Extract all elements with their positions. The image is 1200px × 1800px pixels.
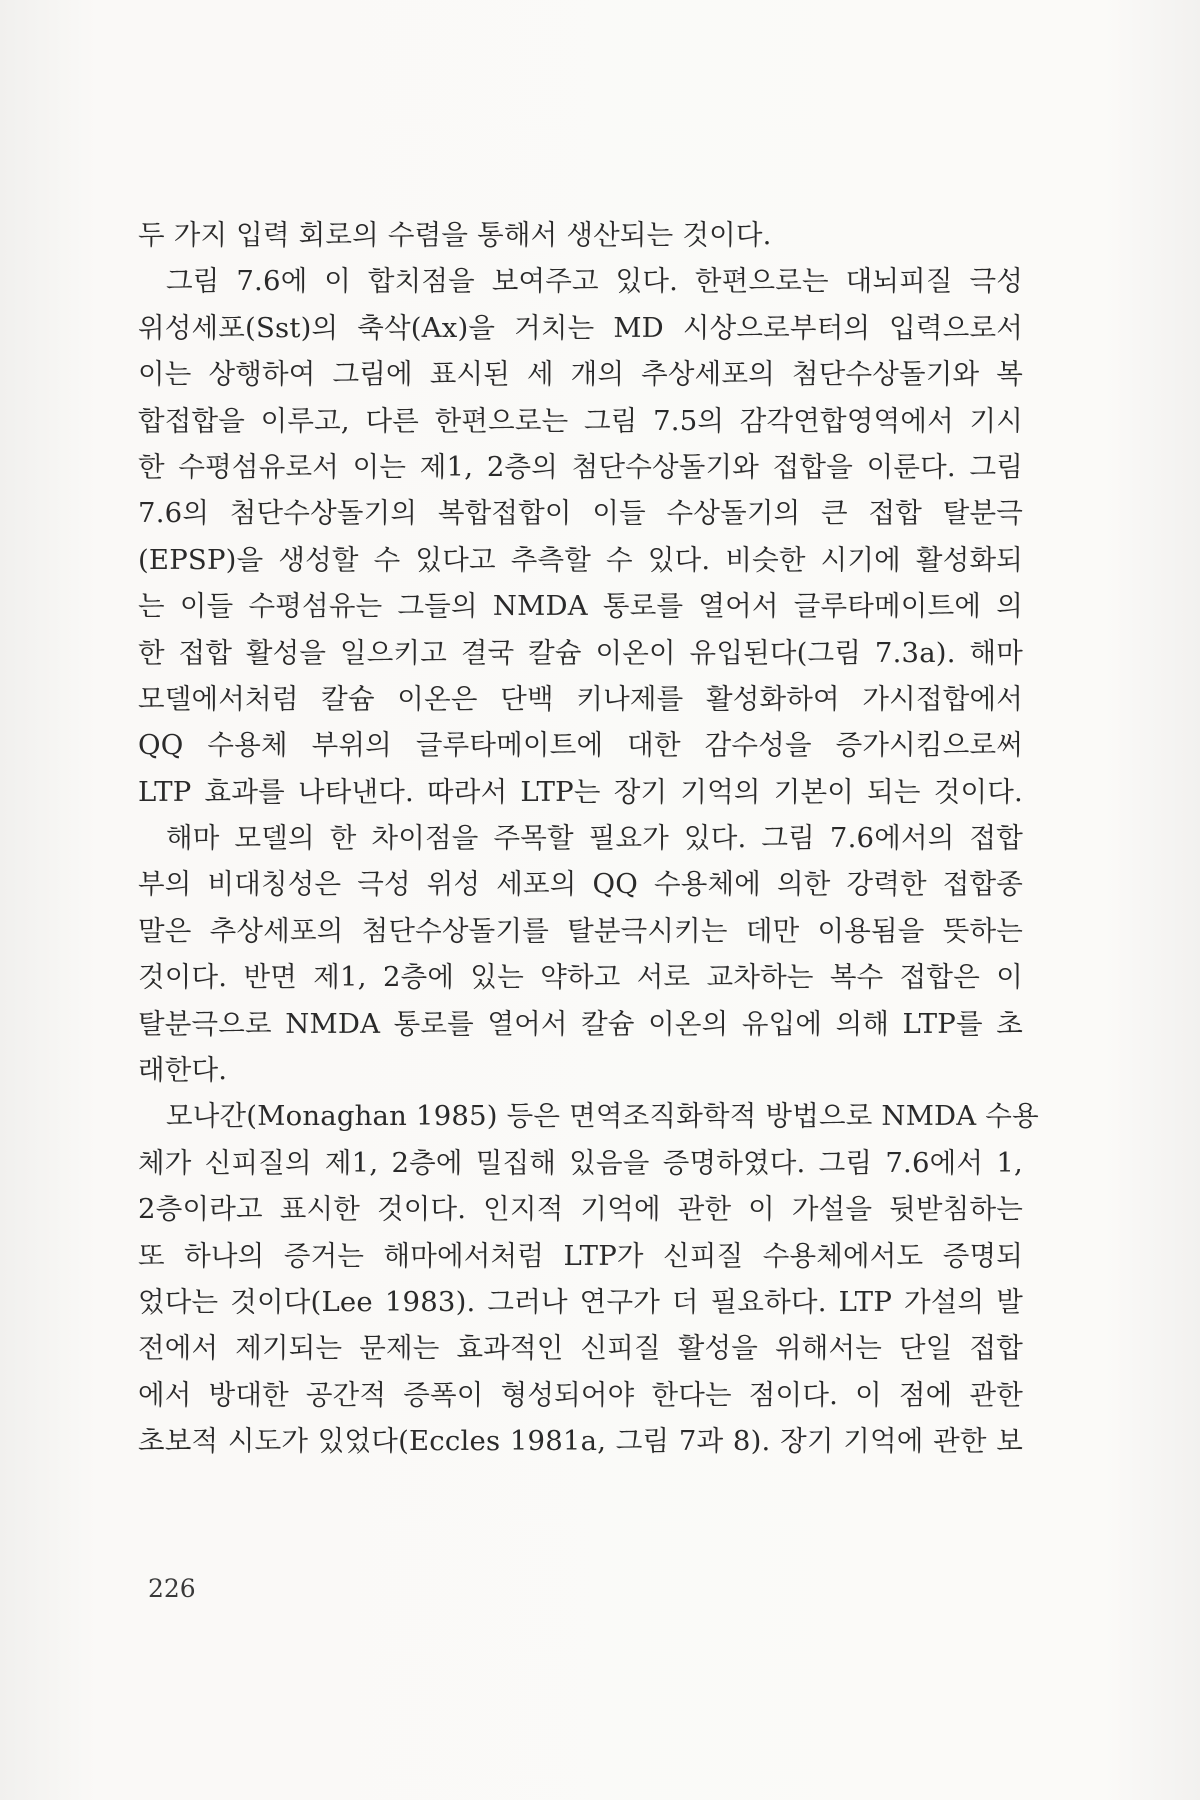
text-line: 해마 모델의 한 차이점을 주목할 필요가 있다. 그림 7.6에서의 접합 <box>166 822 1023 855</box>
text-line: 이는 상행하여 그림에 표시된 세 개의 추상세포의 첨단수상돌기와 복 <box>138 358 1023 391</box>
text-line: 모나간(Monaghan 1985) 등은 면역조직화학적 방법으로 NMDA 수용 <box>166 1100 1039 1133</box>
body-text <box>138 212 1039 1465</box>
text-line: 체가 신피질의 제1, 2층에 밀집해 있음을 증명하였다. 그림 7.6에서 1, <box>138 1146 1023 1179</box>
text-line: 합접합을 이루고, 다른 한편으로는 그림 7.5의 감각연합영역에서 기시 <box>138 404 1023 437</box>
text-line: (EPSP)을 생성할 수 있다고 추측할 수 있다. 비슷한 시기에 활성화되 <box>138 543 1023 576</box>
text-line: 탈분극으로 NMDA 통로를 열어서 칼슘 이온의 유입에 의해 LTP를 초 <box>138 1007 1023 1040</box>
text-line: 모델에서처럼 칼슘 이온은 단백 키나제를 활성화하여 가시접합에서 <box>138 682 1023 715</box>
text-line: 위성세포(Sst)의 축삭(Ax)을 거치는 MD 시상으로부터의 입력으로서 <box>138 311 1023 344</box>
text-line: 부의 비대칭성은 극성 위성 세포의 QQ 수용체에 의한 강력한 접합종 <box>138 868 1023 901</box>
text-line: LTP 효과를 나타낸다. 따라서 LTP는 장기 기억의 기본이 되는 것이다. <box>138 775 1023 808</box>
text-line: 었다는 것이다(Lee 1983). 그러나 연구가 더 필요하다. LTP 가설의 발 <box>138 1285 1023 1318</box>
text-line: 것이다. 반면 제1, 2층에 있는 약하고 서로 교차하는 복수 접합은 이 <box>138 961 1023 994</box>
text-line: 그림 7.6에 이 합치점을 보여주고 있다. 한편으로는 대뇌피질 극성 <box>166 265 1023 298</box>
text-line: 2층이라고 표시한 것이다. 인지적 기억에 관한 이 가설을 뒷받침하는 <box>138 1193 1023 1226</box>
page-number: 226 <box>148 1574 196 1603</box>
text-line: 는 이들 수평섬유는 그들의 NMDA 통로를 열어서 글루타메이트에 의 <box>138 590 1023 623</box>
text-line: 래한다. <box>138 1054 228 1087</box>
text-line: 또 하나의 증거는 해마에서처럼 LTP가 신피질 수용체에서도 증명되 <box>138 1239 1023 1272</box>
text-line: QQ 수용체 부위의 글루타메이트에 대한 감수성을 증가시킴으로써 <box>138 729 1023 762</box>
text-line: 전에서 제기되는 문제는 효과적인 신피질 활성을 위해서는 단일 접합 <box>138 1332 1023 1365</box>
text-line: 두 가지 입력 회로의 수렴을 통해서 생산되는 것이다. <box>138 219 772 251</box>
text-line: 한 수평섬유로서 이는 제1, 2층의 첨단수상돌기와 접합을 이룬다. 그림 <box>138 450 1023 483</box>
text-line: 초보적 시도가 있었다(Eccles 1981a, 그림 7과 8). 장기 기억에 관한 보 <box>138 1425 1023 1458</box>
text-line: 한 접합 활성을 일으키고 결국 칼슘 이온이 유입된다(그림 7.3a). 해마 <box>138 636 1023 669</box>
text-line: 7.6의 첨단수상돌기의 복합접합이 이들 수상돌기의 큰 접합 탈분극 <box>138 497 1023 530</box>
text-line: 에서 방대한 공간적 증폭이 형성되어야 한다는 점이다. 이 점에 관한 <box>138 1378 1023 1411</box>
text-line: 말은 추상세포의 첨단수상돌기를 탈분극시키는 데만 이용됨을 뜻하는 <box>138 914 1023 947</box>
